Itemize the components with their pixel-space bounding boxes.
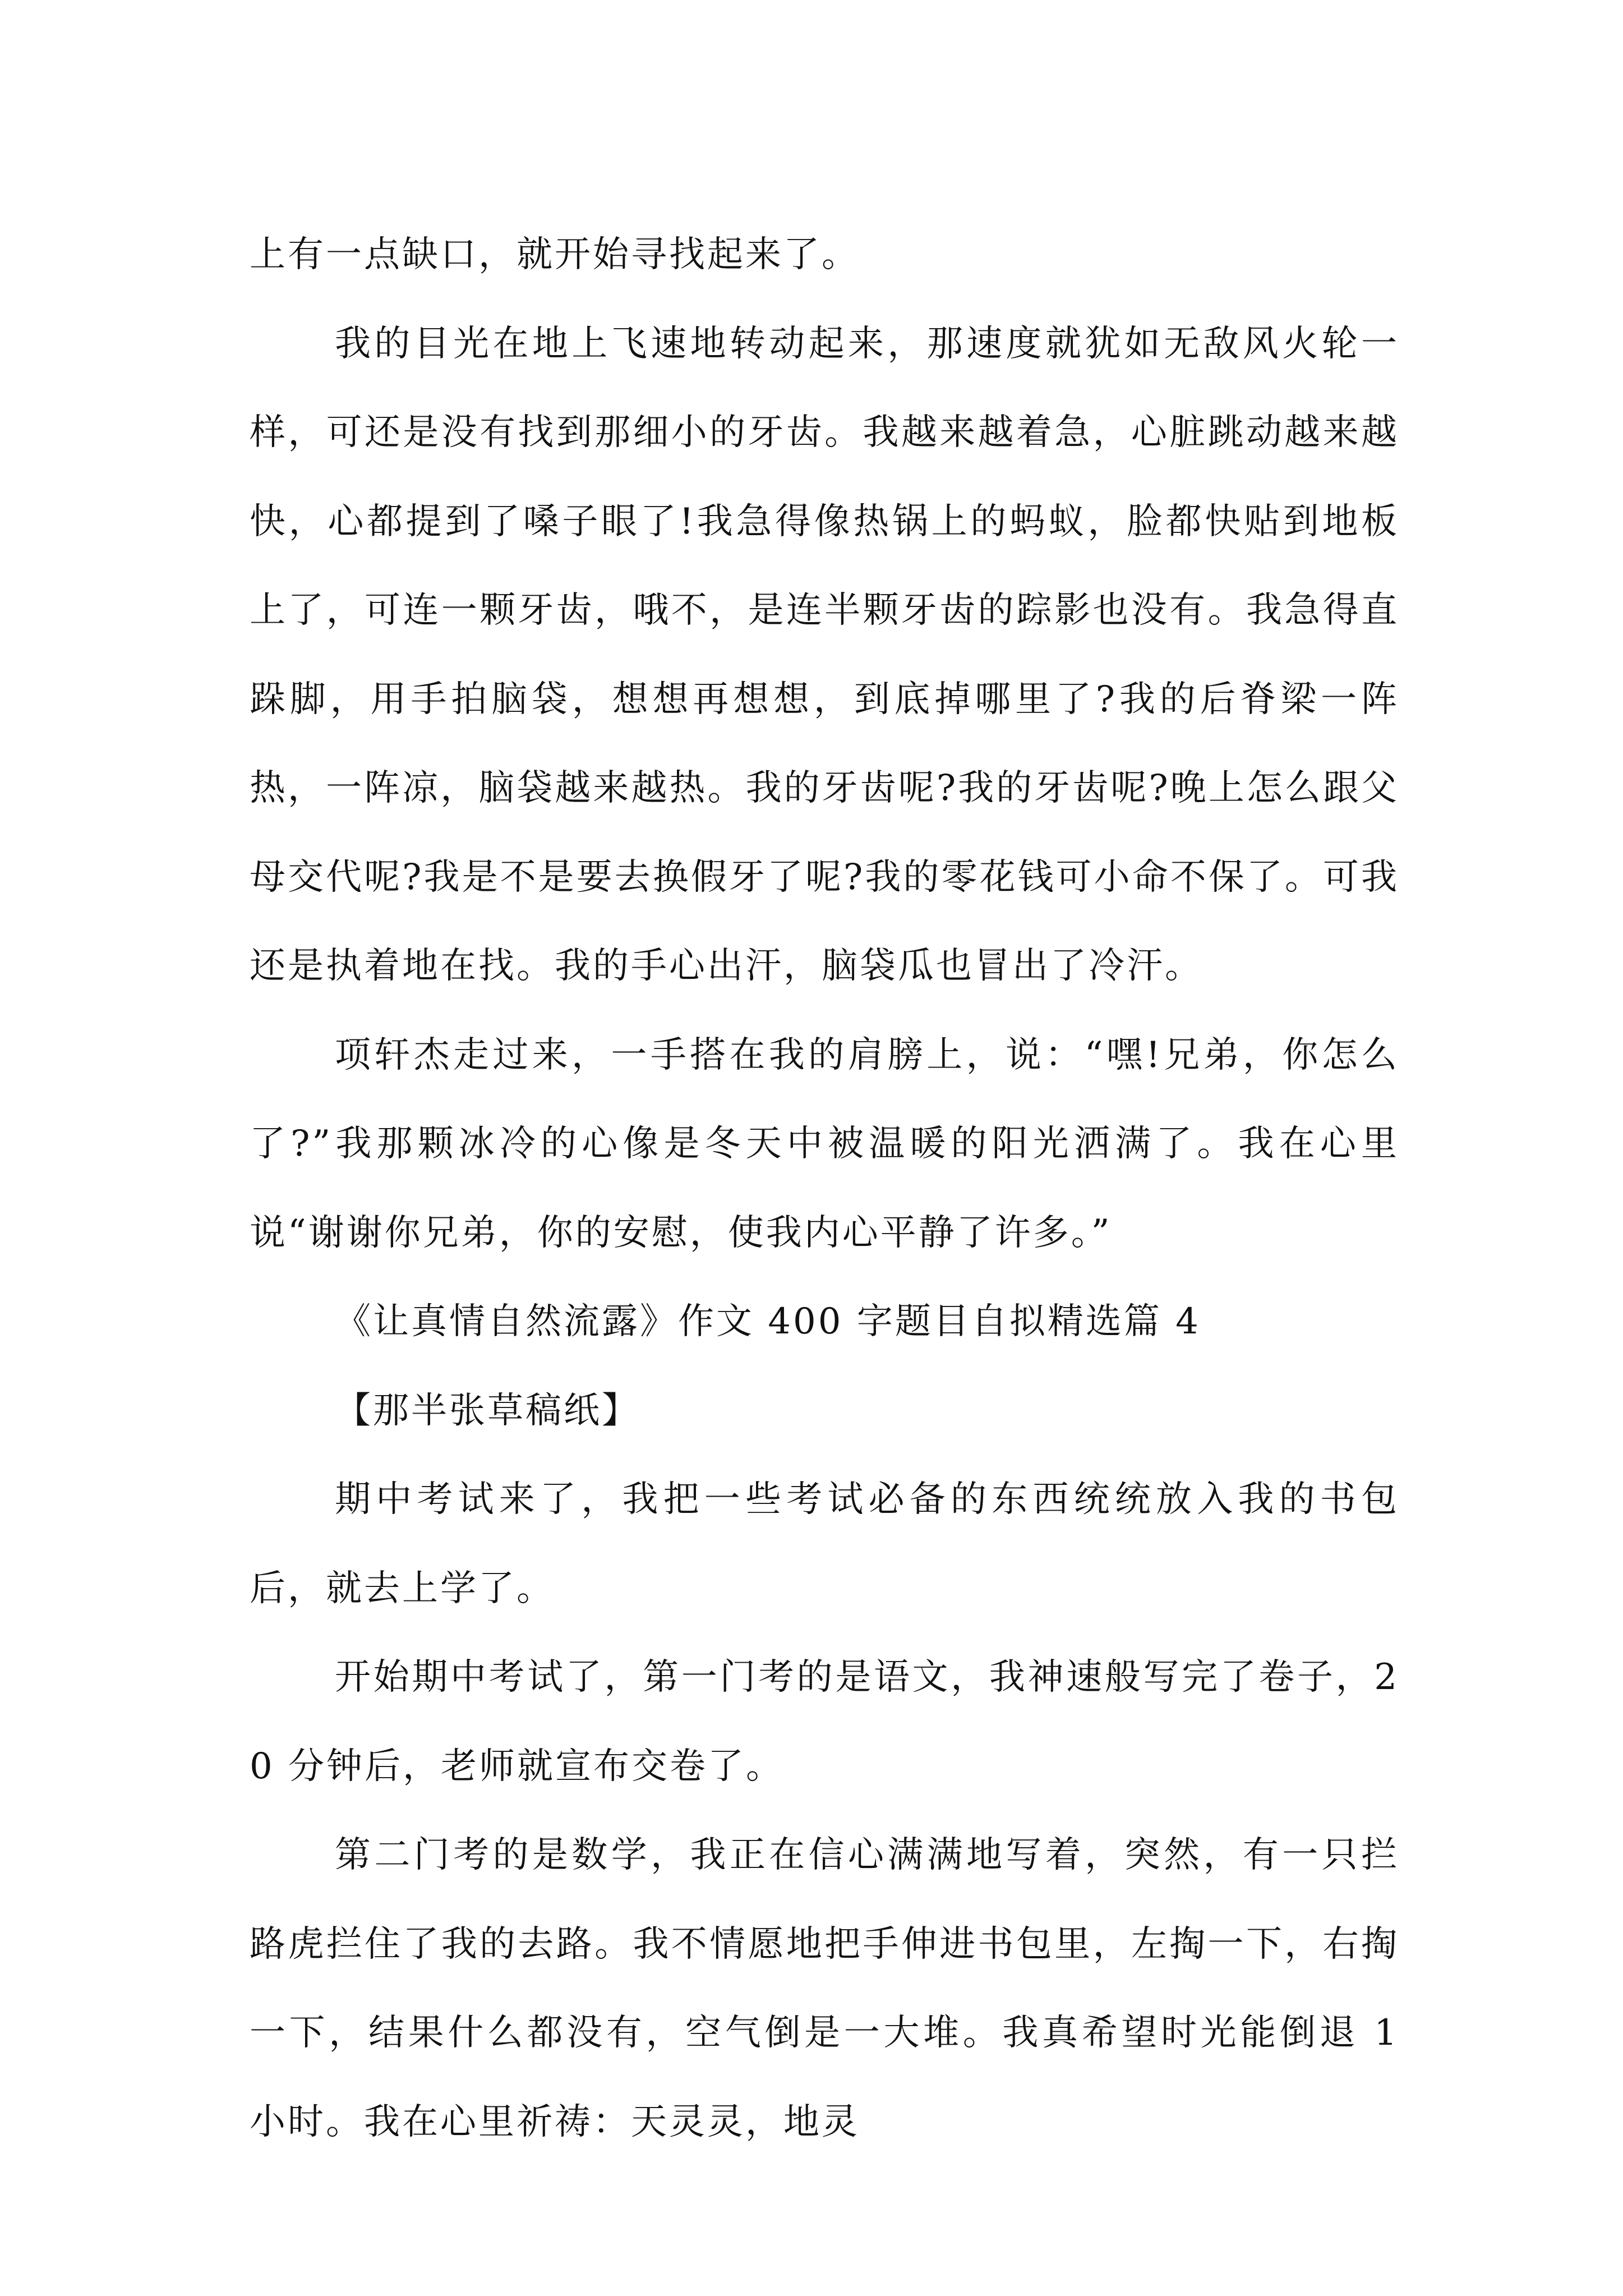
paragraph-continued: 上有一点缺口，就开始寻找起来了。 — [250, 234, 860, 275]
document-body — [250, 210, 1399, 2166]
essay-subtitle-heading: 【那半张草稿纸】 — [335, 1389, 640, 1432]
paragraph-midterm-exam: 期中考试来了，我把一些考试必备的东西统统放入我的书包后，就去上学了。 — [250, 1479, 1399, 1609]
paragraph-searching-for-tooth: 我的目光在地上飞速地转动起来，那速度就犹如无敌风火轮一样，可还是没有找到那细小的牙齿。我越来越着急，心脏跳动越来越快，心都提到了嗓子眼了!我急得像热锅上的蚂蚁，脸都快贴到地板上了，可连一颗牙齿，哦不，是连半颗牙齿的踪影也没有。我急得直跺脚，用手拍脑袋，想想再想想，到底掉哪里了?我的后脊梁一阵热，一阵凉，脑袋越来越热。我的牙齿呢?我的牙齿呢?晚上怎么跟父母交代呢?我是不是要去换假牙了呢?我的零花钱可小命不保了。可我还是执着地在找。我的手心出汗，脑袋瓜也冒出了冷汗。 — [250, 323, 1399, 987]
paragraph-friend-comfort: 项轩杰走过来，一手搭在我的肩膀上，说：“嘿!兄弟，你怎么了?”我那颗冰冷的心像是冬天中被温暖的阳光洒满了。我在心里说“谢谢你兄弟，你的安慰，使我内心平静了许多。” — [250, 1034, 1399, 1254]
paragraph-math-exam: 第二门考的是数学，我正在信心满满地写着，突然，有一只拦路虎拦住了我的去路。我不情愿地把手伸进书包里，左掏一下，右掏一下，结果什么都没有，空气倒是一大堆。我真希望时光能倒退 1 小时。我在心里祈祷：天灵灵，地灵 — [250, 1834, 1399, 2143]
essay-title-heading: 《让真情自然流露》作文 400 字题目自拟精选篇 4 — [335, 1301, 1201, 1342]
paragraph-chinese-exam: 开始期中考试了，第一门考的是语文，我神速般写完了卷子，20 分钟后，老师就宣布交卷了。 — [250, 1657, 1399, 1787]
